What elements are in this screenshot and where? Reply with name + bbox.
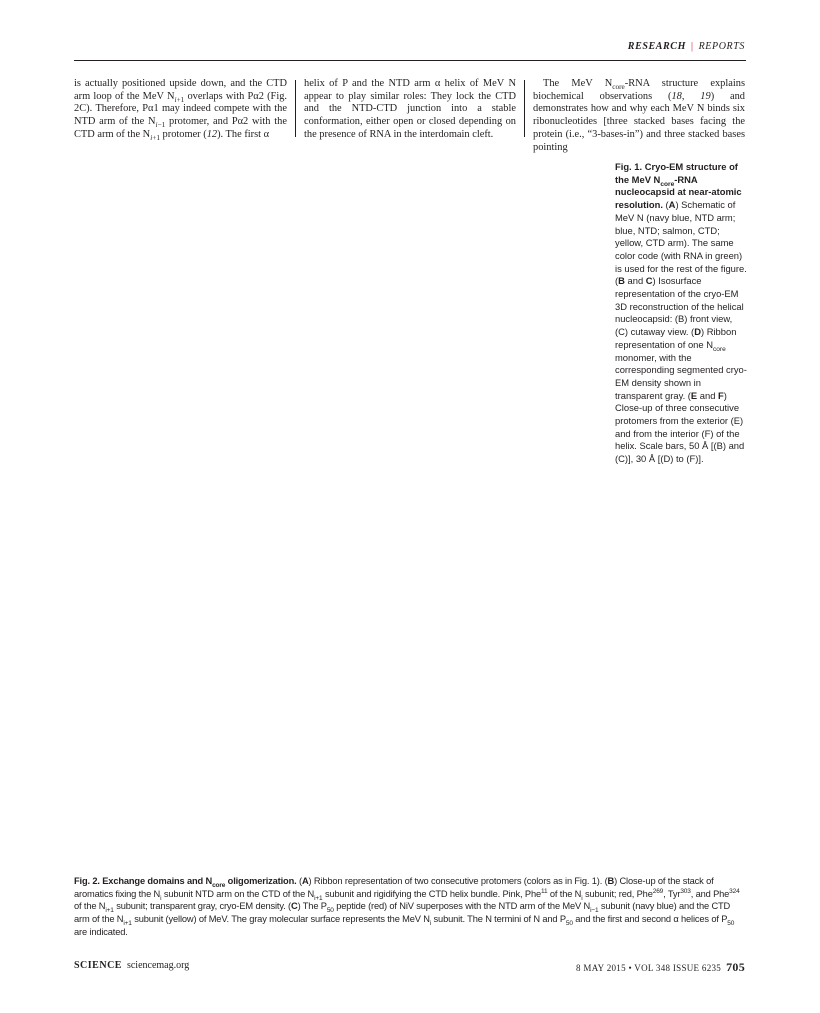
text-run: protomer, and Pα2 with the CTD arm of the N	[74, 116, 287, 140]
text-run: (	[662, 199, 669, 211]
text-run: oligomerization.	[225, 876, 297, 886]
subsection-label: REPORTS	[698, 41, 745, 52]
text-run: subunit; transparent gray, cryo-EM density. (	[113, 901, 291, 912]
body-column-3	[533, 78, 745, 154]
text-run: +1	[152, 133, 160, 142]
text-run: i	[429, 919, 432, 927]
text-run: are indicated.	[74, 926, 128, 937]
text-run: ) Close-up of the stack of aromatics fixing the N	[74, 876, 714, 899]
footer-issue	[576, 960, 745, 975]
text-run: ). The first α	[217, 128, 270, 140]
text-run: Fig. 2. Exchange domains and N	[74, 876, 213, 886]
text-run: i	[160, 894, 162, 902]
body-column-1	[74, 78, 287, 142]
text-run: 18	[671, 90, 682, 102]
text-run: −1	[157, 121, 166, 130]
text-run: subunit; red, Phe	[582, 888, 653, 899]
text-run: A	[668, 199, 676, 211]
text-run: i	[150, 133, 153, 142]
text-run: (	[296, 876, 302, 886]
text-run: 50	[565, 919, 573, 927]
text-run: The MeV N	[543, 78, 613, 89]
text-run: helix of P and the NTD arm α helix of MeV N appear to play similar roles: They lock the CTD and the NTD-CTD junction into a stable conformation, either open or closed depending on the presence of RNA in the interdomain cleft.	[304, 78, 516, 140]
text-run: subunit. The N termini of N and P	[431, 914, 566, 925]
text-run: i+1	[314, 894, 323, 902]
text-run: core	[660, 180, 675, 188]
text-run: monomer, with the corresponding segmented cryo-EM density shown in transparent gray. (	[615, 351, 747, 401]
column-divider-2	[524, 80, 525, 137]
text-run: B	[607, 876, 615, 886]
text-run: subunit (navy blue) and the CTD arm of the N	[74, 901, 731, 925]
text-run: i+1	[105, 907, 114, 915]
text-run: C	[645, 275, 653, 287]
text-run: i	[174, 95, 177, 104]
text-run: ) The P	[297, 901, 327, 912]
text-run: overlaps with Pα2 (Fig. 2C). Therefore, Pα1 may indeed compete with the NTD arm of the N	[74, 90, 288, 128]
header-separator: |	[690, 41, 694, 52]
column-divider-1	[295, 80, 296, 137]
text-run: subunit NTD arm on the CTD of the N	[161, 888, 315, 899]
text-run: 50	[727, 919, 735, 927]
text-run: ) Ribbon representation of two consecutive protomers (colors as in Fig. 1). (	[308, 876, 608, 886]
text-run: core	[212, 881, 226, 889]
text-run: i	[155, 121, 158, 130]
text-run: 50	[326, 907, 334, 915]
page-number: 705	[726, 960, 745, 974]
text-run: Fig. 1. Cryo-EM structure of the MeV N	[615, 161, 738, 185]
text-run: -RNA nucleocapsid at near-atomic resolution.	[615, 173, 742, 211]
text-run: ) Close-up of three consecutive protomers from the exterior (E) and from the interior (F) of the helix. Scale bars, 50 Å [(B) and (C)], 30 Å [(D) to (F)].	[615, 389, 745, 465]
text-run: and the first and second α helices of P	[572, 914, 728, 925]
text-run: 269	[652, 887, 664, 895]
text-run: core	[612, 83, 625, 92]
text-run: F	[718, 389, 724, 401]
text-run: B	[618, 275, 625, 287]
text-run: +1	[176, 95, 185, 104]
text-run: 12	[206, 128, 218, 140]
figure-2-caption	[74, 875, 748, 939]
text-run: 303	[680, 887, 691, 895]
text-run: 19	[700, 90, 711, 102]
text-run: peptide (red) of NiV superposes with the NTD arm of the MeV N	[333, 901, 591, 912]
text-run: i−1	[590, 907, 599, 915]
text-run: ) and demonstrates how and why each MeV N binds six ribonucleotides [three stacked bases facing the protein (i.e., “3-bases-in”) and three stacked bases pointing	[533, 90, 745, 153]
text-run: of the N	[547, 888, 582, 899]
text-run: is actually positioned upside down, and the CTD arm loop of the MeV N	[74, 78, 287, 102]
journal-site: sciencemag.org	[126, 960, 190, 971]
text-run: of the N	[74, 901, 106, 912]
text-run: i+1	[123, 919, 132, 927]
text-run: and	[697, 389, 719, 401]
text-run: -RNA structure explains biochemical observations (	[533, 78, 745, 102]
running-header	[628, 41, 745, 52]
text-run: 324	[729, 887, 740, 895]
text-run: D	[694, 326, 701, 338]
figure-1-caption	[615, 161, 747, 466]
text-run: ) Ribbon representation of one N	[615, 326, 737, 350]
journal-name: SCIENCE	[74, 960, 122, 971]
text-run: ) Isosurface representation of the cryo-EM 3D reconstruction of the helical nucleocapsid: (B) front view, (C) cutaway view. (	[615, 275, 744, 338]
footer-journal	[74, 960, 189, 971]
header-rule	[74, 60, 746, 61]
text-run: ) Schematic of MeV N (navy blue, NTD arm; blue, NTD; salmon, CTD; yellow, CTD arm). The same color code (with RNA in green) is used for the rest of the figure. (	[615, 199, 747, 287]
text-run: E	[690, 389, 698, 401]
text-run: C	[290, 901, 298, 912]
body-column-2	[304, 78, 516, 142]
text-run: A	[301, 876, 309, 886]
section-label: RESEARCH	[627, 41, 686, 52]
text-run: i	[581, 894, 583, 902]
text-run: protomer (	[159, 128, 207, 140]
text-run: subunit (yellow) of MeV. The gray molecular surface represents the MeV N	[131, 914, 430, 925]
text-run: and	[624, 275, 646, 287]
text-run: , Tyr	[663, 888, 681, 899]
text-run: core	[712, 345, 726, 353]
text-run: 11	[541, 887, 548, 895]
text-run: subunit and rigidifying the CTD helix bundle. Pink, Phe	[322, 888, 541, 899]
issue-info: 8 MAY 2015 • VOL 348 ISSUE 6235	[576, 963, 722, 973]
text-run: ,	[681, 90, 701, 102]
text-run: , and Phe	[690, 888, 730, 899]
